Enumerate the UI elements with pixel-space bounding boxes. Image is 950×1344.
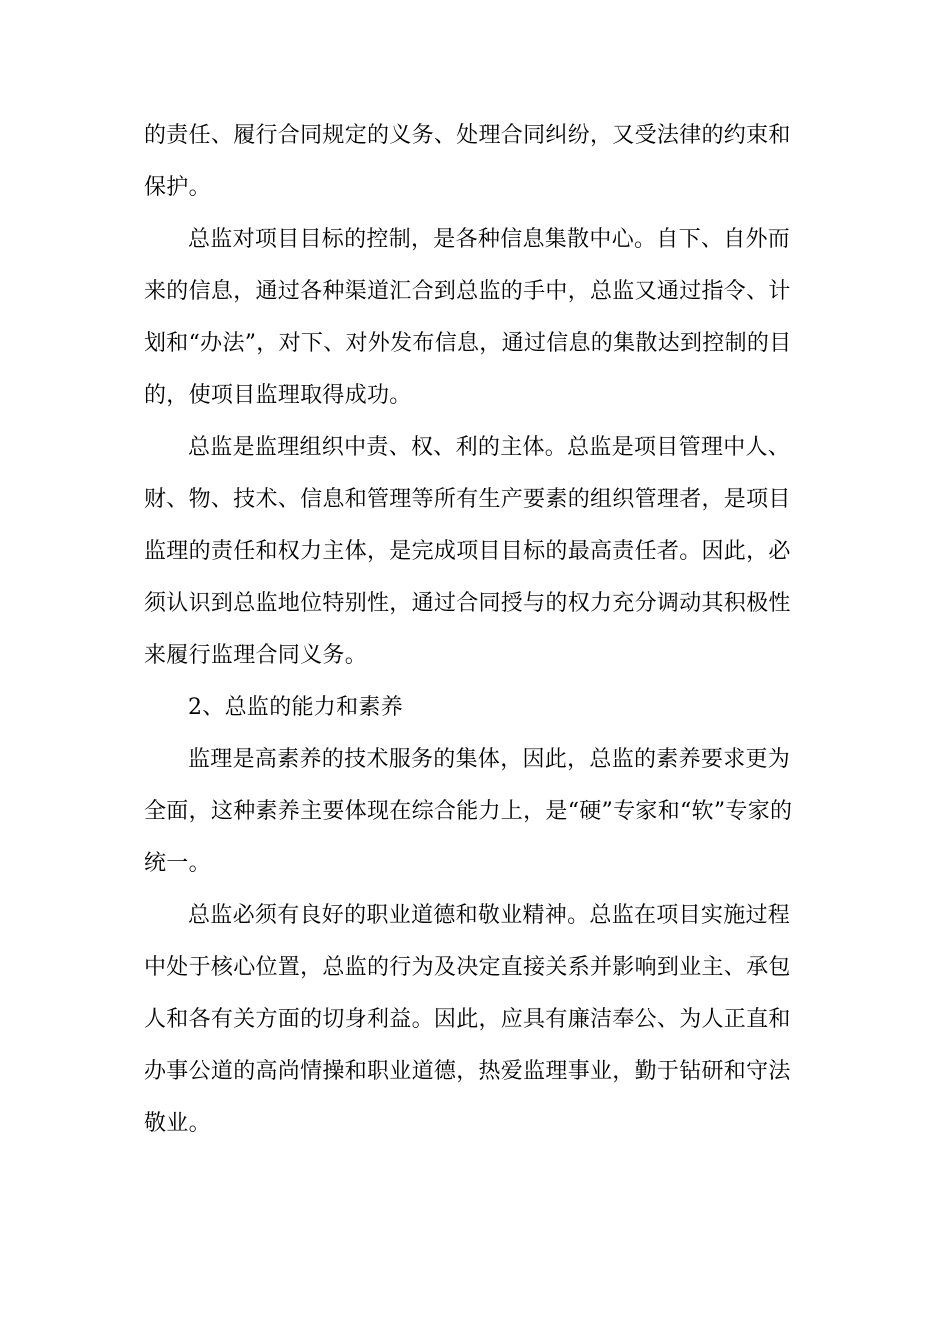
text-line: 的责任、履行合同规定的义务、处理合同纠纷，又受法律的约束和 — [144, 123, 791, 148]
text-line: 监理的责任和权力主体，是完成项目目标的最高责任者。因此，必 — [144, 539, 791, 564]
text-line: 中处于核心位置，总监的行为及决定直接关系并影响到业主、承包 — [144, 955, 791, 980]
text-line: 全面，这种素养主要体现在综合能力上，是“硬”专家和“软”专家的 — [144, 799, 793, 824]
paragraph-first-line: 监理是高素养的技术服务的集体，因此，总监的素养要求更为 — [188, 747, 791, 772]
text-line: 须认识到总监地位特别性，通过合同授与的权力充分调动其积极性 — [144, 591, 791, 616]
text-line: 来的信息，通过各种渠道汇合到总监的手中，总监又通过指令、计 — [144, 279, 791, 304]
text-line: 办事公道的高尚情操和职业道德，热爱监理事业，勤于钻研和守法 — [144, 1059, 791, 1084]
text-line: 统一。 — [144, 851, 211, 876]
text-line: 划和“办法”，对下、对外发布信息，通过信息的集散达到控制的目 — [144, 331, 792, 356]
paragraph-first-line: 总监是监理组织中责、权、利的主体。总监是项目管理中人、 — [188, 435, 791, 460]
paragraph-first-line: 总监对项目目标的控制，是各种信息集散中心。自下、自外而 — [188, 227, 791, 252]
text-line: 敬业。 — [144, 1111, 211, 1136]
section-heading: 2、总监的能力和素养 — [188, 695, 403, 720]
text-line: 来履行监理合同义务。 — [144, 643, 368, 668]
text-line: 人和各有关方面的切身利益。因此，应具有廉洁奉公、为人正直和 — [144, 1007, 791, 1032]
paragraph-first-line: 总监必须有良好的职业道德和敬业精神。总监在项目实施过程 — [188, 903, 791, 928]
text-line: 保护。 — [144, 175, 211, 200]
text-line: 财、物、技术、信息和管理等所有生产要素的组织管理者，是项目 — [144, 487, 791, 512]
text-line: 的，使项目监理取得成功。 — [144, 383, 412, 408]
